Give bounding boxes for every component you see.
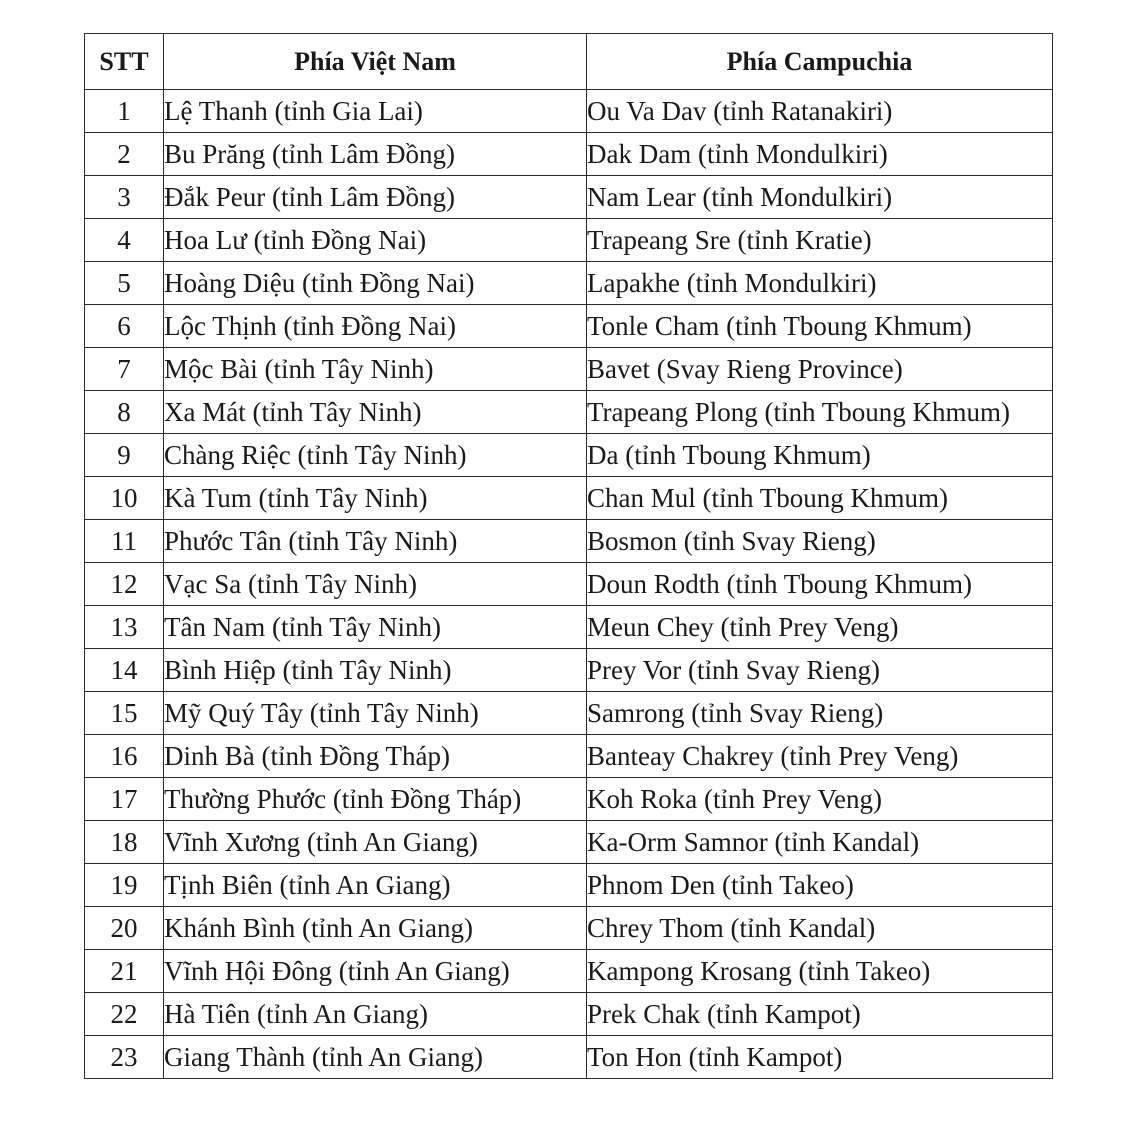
cell-cambodia-gate: Prek Chak (tỉnh Kampot) [587,993,1053,1036]
cell-stt: 5 [85,262,164,305]
cell-stt: 15 [85,692,164,735]
table-row [85,133,1053,176]
cell-vietnam-gate: Bu Prăng (tỉnh Lâm Đồng) [164,133,587,176]
cell-stt: 16 [85,735,164,778]
table-row [85,821,1053,864]
cell-vietnam-gate: Lệ Thanh (tỉnh Gia Lai) [164,90,587,133]
cell-cambodia-gate: Bosmon (tỉnh Svay Rieng) [587,520,1053,563]
cell-vietnam-gate: Thường Phước (tỉnh Đồng Tháp) [164,778,587,821]
header-row [85,34,1053,90]
cell-vietnam-gate: Mộc Bài (tỉnh Tây Ninh) [164,348,587,391]
cell-stt: 8 [85,391,164,434]
cell-vietnam-gate: Giang Thành (tỉnh An Giang) [164,1036,587,1079]
table-row [85,348,1053,391]
cell-cambodia-gate: Kampong Krosang (tỉnh Takeo) [587,950,1053,993]
cell-vietnam-gate: Chàng Riệc (tỉnh Tây Ninh) [164,434,587,477]
cell-stt: 7 [85,348,164,391]
cell-vietnam-gate: Xa Mát (tỉnh Tây Ninh) [164,391,587,434]
cell-stt: 9 [85,434,164,477]
table-body [85,90,1053,1079]
cell-cambodia-gate: Nam Lear (tỉnh Mondulkiri) [587,176,1053,219]
cell-stt: 6 [85,305,164,348]
cell-vietnam-gate: Bình Hiệp (tỉnh Tây Ninh) [164,649,587,692]
cell-stt: 21 [85,950,164,993]
table-row [85,391,1053,434]
cell-vietnam-gate: Vĩnh Xương (tỉnh An Giang) [164,821,587,864]
cell-stt: 14 [85,649,164,692]
cell-cambodia-gate: Chan Mul (tỉnh Tboung Khmum) [587,477,1053,520]
cell-cambodia-gate: Ton Hon (tỉnh Kampot) [587,1036,1053,1079]
table-row [85,950,1053,993]
cell-cambodia-gate: Trapeang Plong (tỉnh Tboung Khmum) [587,391,1053,434]
cell-stt: 19 [85,864,164,907]
cell-stt: 11 [85,520,164,563]
table-row [85,1036,1053,1079]
table-row [85,735,1053,778]
table-row [85,606,1053,649]
table-row [85,305,1053,348]
cell-vietnam-gate: Hà Tiên (tỉnh An Giang) [164,993,587,1036]
header-cambodia-side: Phía Campuchia [587,34,1053,90]
cell-vietnam-gate: Lộc Thịnh (tỉnh Đồng Nai) [164,305,587,348]
cell-cambodia-gate: Samrong (tỉnh Svay Rieng) [587,692,1053,735]
cell-vietnam-gate: Hoa Lư (tỉnh Đồng Nai) [164,219,587,262]
cell-cambodia-gate: Koh Roka (tỉnh Prey Veng) [587,778,1053,821]
table-header [85,34,1053,90]
table-row [85,563,1053,606]
cell-vietnam-gate: Khánh Bình (tỉnh An Giang) [164,907,587,950]
header-stt: STT [85,34,164,90]
cell-vietnam-gate: Hoàng Diệu (tỉnh Đồng Nai) [164,262,587,305]
table-row [85,434,1053,477]
cell-vietnam-gate: Đắk Peur (tỉnh Lâm Đồng) [164,176,587,219]
cell-cambodia-gate: Lapakhe (tỉnh Mondulkiri) [587,262,1053,305]
cell-cambodia-gate: Ka-Orm Samnor (tỉnh Kandal) [587,821,1053,864]
cell-stt: 23 [85,1036,164,1079]
cell-vietnam-gate: Vạc Sa (tỉnh Tây Ninh) [164,563,587,606]
table-row [85,692,1053,735]
table-row [85,90,1053,133]
cell-vietnam-gate: Vĩnh Hội Đông (tỉnh An Giang) [164,950,587,993]
header-vietnam-side: Phía Việt Nam [164,34,587,90]
cell-cambodia-gate: Dak Dam (tỉnh Mondulkiri) [587,133,1053,176]
cell-stt: 18 [85,821,164,864]
table-row [85,176,1053,219]
cell-cambodia-gate: Chrey Thom (tỉnh Kandal) [587,907,1053,950]
cell-stt: 1 [85,90,164,133]
cell-stt: 12 [85,563,164,606]
cell-stt: 17 [85,778,164,821]
cell-vietnam-gate: Tịnh Biên (tỉnh An Giang) [164,864,587,907]
cell-stt: 20 [85,907,164,950]
cell-stt: 13 [85,606,164,649]
cell-stt: 4 [85,219,164,262]
table-row [85,778,1053,821]
cell-vietnam-gate: Dinh Bà (tỉnh Đồng Tháp) [164,735,587,778]
cell-cambodia-gate: Meun Chey (tỉnh Prey Veng) [587,606,1053,649]
border-gate-table [84,33,1053,1079]
cell-stt: 3 [85,176,164,219]
cell-vietnam-gate: Phước Tân (tỉnh Tây Ninh) [164,520,587,563]
cell-vietnam-gate: Kà Tum (tỉnh Tây Ninh) [164,477,587,520]
cell-cambodia-gate: Prey Vor (tỉnh Svay Rieng) [587,649,1053,692]
table-row [85,649,1053,692]
table-row [85,907,1053,950]
cell-stt: 10 [85,477,164,520]
cell-cambodia-gate: Ou Va Dav (tỉnh Ratanakiri) [587,90,1053,133]
table-row [85,864,1053,907]
cell-cambodia-gate: Bavet (Svay Rieng Province) [587,348,1053,391]
cell-stt: 2 [85,133,164,176]
cell-cambodia-gate: Banteay Chakrey (tỉnh Prey Veng) [587,735,1053,778]
cell-cambodia-gate: Doun Rodth (tỉnh Tboung Khmum) [587,563,1053,606]
cell-cambodia-gate: Da (tỉnh Tboung Khmum) [587,434,1053,477]
table-row [85,993,1053,1036]
table-row [85,520,1053,563]
cell-cambodia-gate: Trapeang Sre (tỉnh Kratie) [587,219,1053,262]
cell-cambodia-gate: Tonle Cham (tỉnh Tboung Khmum) [587,305,1053,348]
table-row [85,262,1053,305]
cell-vietnam-gate: Tân Nam (tỉnh Tây Ninh) [164,606,587,649]
cell-stt: 22 [85,993,164,1036]
table-row [85,477,1053,520]
cell-cambodia-gate: Phnom Den (tỉnh Takeo) [587,864,1053,907]
cell-vietnam-gate: Mỹ Quý Tây (tỉnh Tây Ninh) [164,692,587,735]
table-row [85,219,1053,262]
